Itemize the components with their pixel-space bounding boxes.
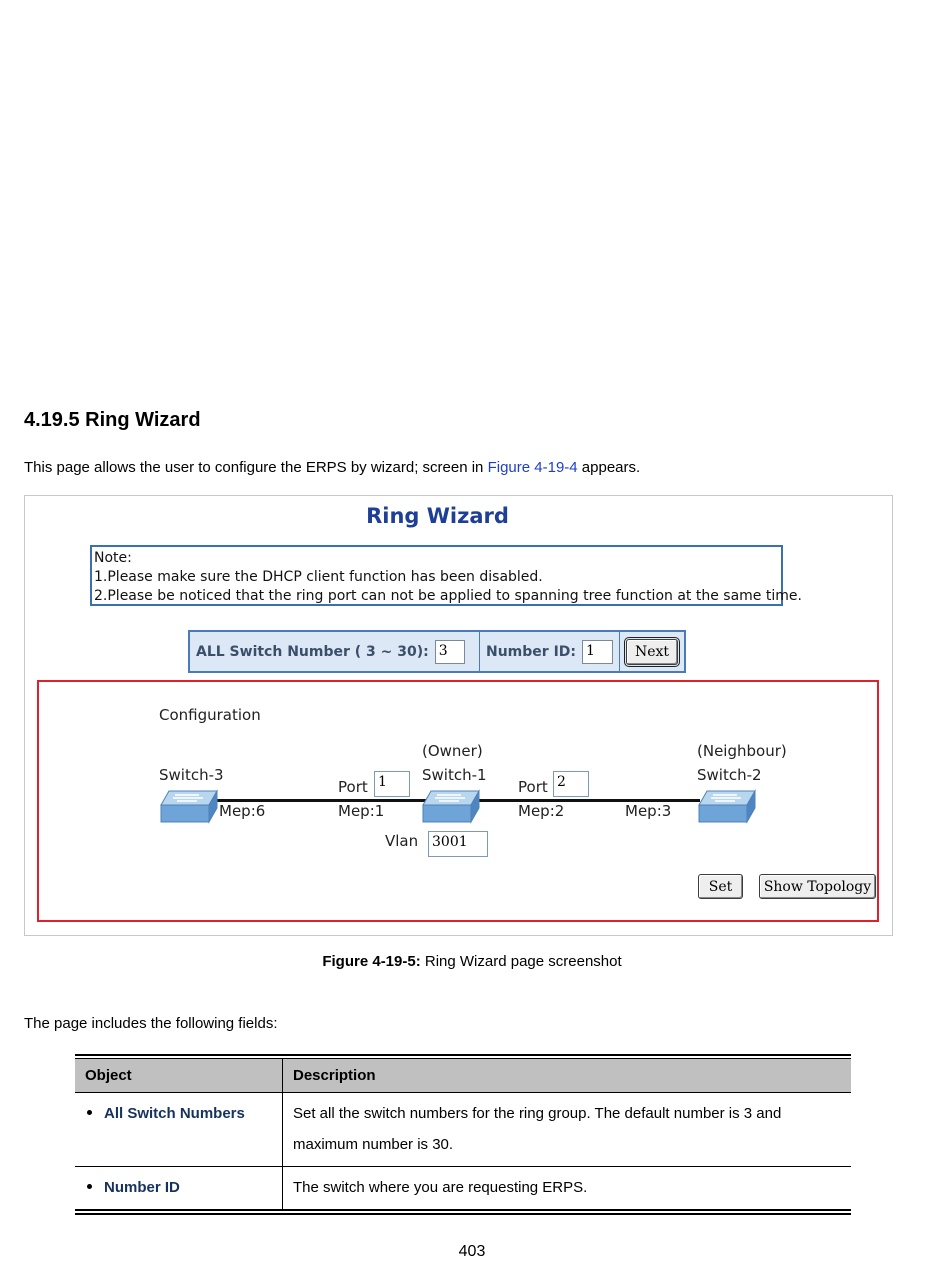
description-cell: The switch where you are requesting ERPS.: [283, 1167, 852, 1210]
next-cell: [620, 632, 684, 671]
caption-label: Figure 4-19-5:: [322, 953, 421, 970]
description-cell: Set all the switch numbers for the ring group. The default number is 3 and maximum number is 30.: [283, 1093, 852, 1167]
object-name: Number ID: [104, 1179, 180, 1196]
show-topology-button[interactable]: Show Topology: [759, 874, 876, 899]
figure-link[interactable]: Figure 4-19-4: [487, 459, 578, 476]
switch-1-label: Switch-1: [422, 766, 487, 784]
left-port-label: Port: [338, 778, 368, 796]
note-box: [90, 545, 802, 606]
note-line-2: 2.Please be noticed that the ring port can not be applied to spanning tree function at the same time.: [94, 588, 802, 604]
owner-role: (Owner): [422, 742, 483, 760]
section-heading: 4.19.5 Ring Wizard: [24, 409, 201, 431]
note-line-1: 1.Please make sure the DHCP client function has been disabled.: [94, 569, 543, 585]
figure-caption: [0, 953, 944, 970]
fields-table: [75, 1054, 851, 1215]
switch-number-input[interactable]: 3: [435, 640, 465, 664]
ring-wizard-title: Ring Wizard: [366, 504, 509, 528]
number-id-label: Number ID:: [486, 643, 576, 660]
object-cell: [75, 1167, 283, 1210]
configuration-title: Configuration: [159, 706, 261, 724]
switch-3-label: Switch-3: [159, 766, 224, 784]
intro-text: This page allows the user to configure the ERPS by wizard; screen in: [24, 459, 488, 476]
object-name: All Switch Numbers: [104, 1105, 245, 1122]
switch-2-label: Switch-2: [697, 766, 762, 784]
mep-2-label: Mep:2: [518, 802, 565, 820]
intro-paragraph: [24, 459, 640, 476]
neighbour-role: (Neighbour): [697, 742, 787, 760]
mep-6-label: Mep:6: [219, 802, 266, 820]
table-bottom-rule: [75, 1210, 851, 1215]
vlan-label: Vlan: [385, 832, 419, 850]
mep-3-label: Mep:3: [625, 802, 672, 820]
right-port-input[interactable]: 2: [553, 771, 589, 797]
wizard-controls: [188, 630, 686, 673]
table-row: [75, 1167, 851, 1210]
fields-intro: The page includes the following fields:: [24, 1015, 278, 1032]
header-description: Description: [283, 1059, 852, 1093]
table-row: [75, 1093, 851, 1167]
header-object: Object: [75, 1059, 283, 1093]
table-header-row: [75, 1059, 851, 1093]
switch-2-icon: [697, 789, 757, 825]
bullet-icon: [87, 1184, 92, 1189]
number-id-input[interactable]: 1: [582, 640, 613, 664]
note-label: Note:: [94, 550, 132, 566]
page-number: 403: [458, 1243, 486, 1260]
switch-1-icon: [421, 789, 481, 825]
object-cell: [75, 1093, 283, 1167]
right-port-label: Port: [518, 778, 548, 796]
mep-1-label: Mep:1: [338, 802, 385, 820]
switch-number-label: ALL Switch Number ( 3 ~ 30):: [196, 643, 429, 660]
set-button[interactable]: Set: [698, 874, 743, 899]
number-id-cell: [480, 632, 620, 671]
switch-number-cell: [190, 632, 480, 671]
caption-text: Ring Wizard page screenshot: [420, 953, 622, 970]
left-port-input[interactable]: 1: [374, 771, 410, 797]
next-button[interactable]: Next: [626, 639, 678, 665]
bullet-icon: [87, 1110, 92, 1115]
intro-text-end: appears.: [577, 459, 641, 476]
switch-3-icon: [159, 789, 219, 825]
vlan-input[interactable]: 3001: [428, 831, 488, 857]
